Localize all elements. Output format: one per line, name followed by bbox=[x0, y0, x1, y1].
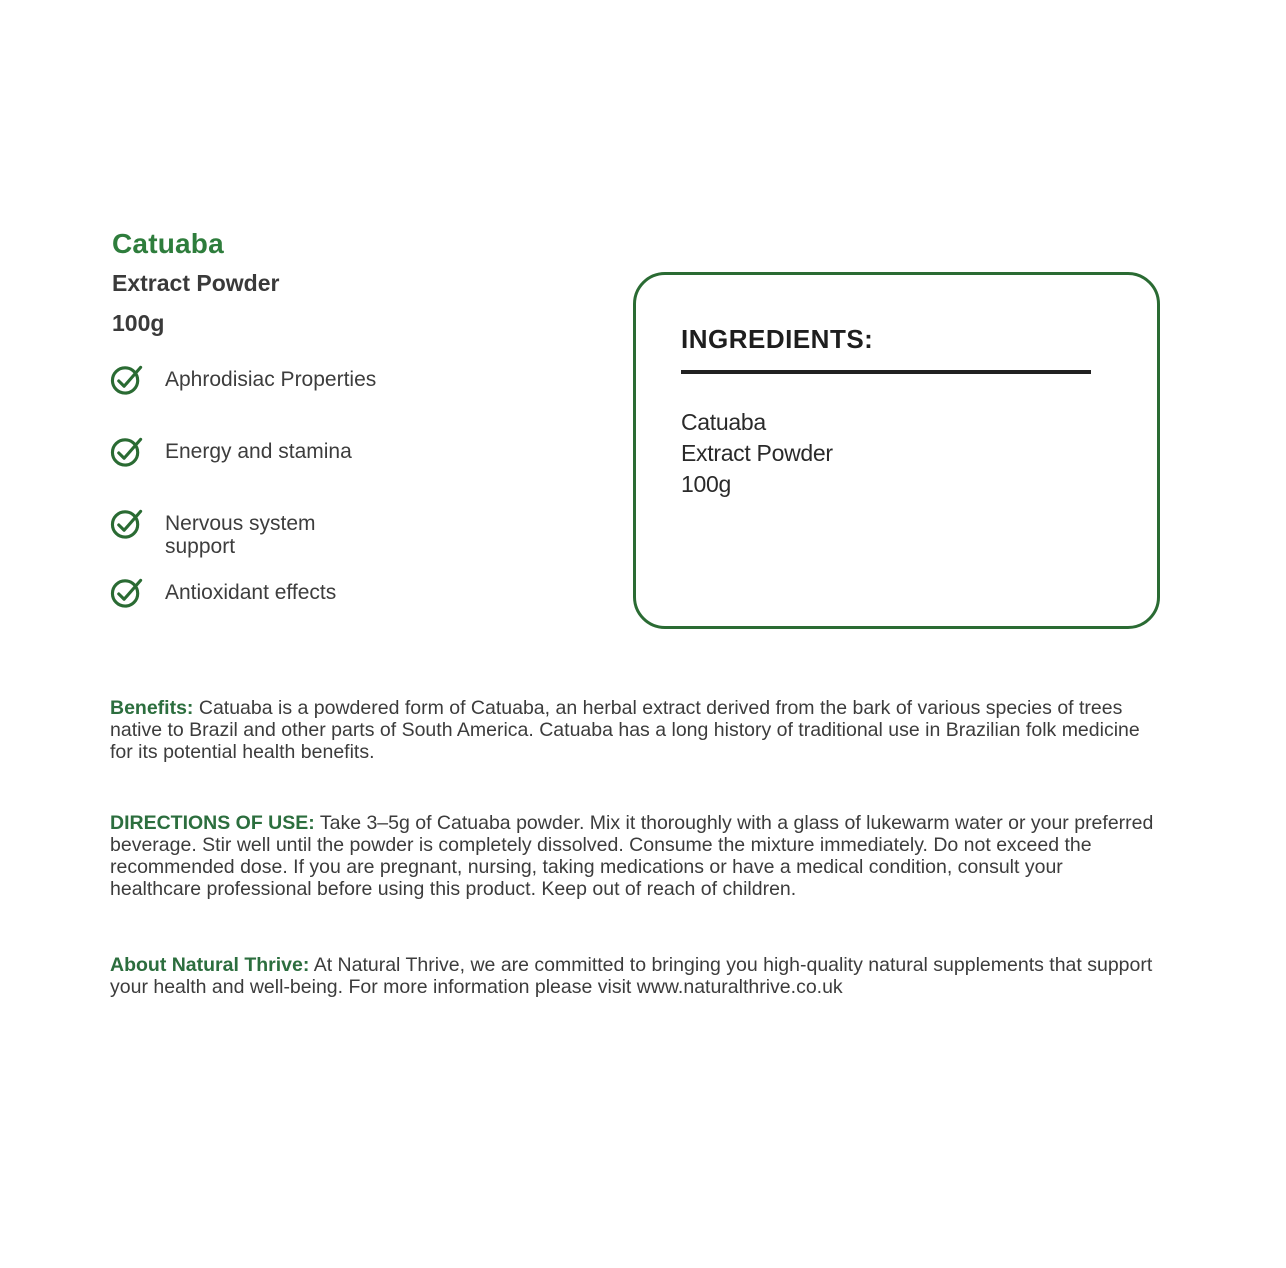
ingredient-lines bbox=[681, 407, 1157, 500]
product-weight: 100g bbox=[112, 310, 165, 336]
about-paragraph bbox=[110, 954, 1154, 998]
directions-text: Take 3–5g of Catuaba powder. Mix it thoroughly with a glass of lukewarm water or your preferred beverage. Stir well until the powder is completely dissolved. Consume the mixture immediately. Do not exceed the recommended dose. If you are pregnant, nursing, taking medications or have a medical condition, consult your healthcare professional before using this product. Keep out of reach of children. bbox=[110, 812, 1154, 900]
ingredient-line: Catuaba bbox=[681, 409, 766, 435]
feature-row bbox=[110, 362, 376, 396]
product-name: Catuaba bbox=[112, 228, 224, 259]
about-lead: About Natural Thrive: bbox=[110, 954, 310, 976]
feature-row bbox=[110, 506, 340, 558]
directions-lead: DIRECTIONS OF USE: bbox=[110, 812, 315, 834]
check-circle-icon bbox=[110, 575, 145, 609]
ingredient-line: Extract Powder bbox=[681, 440, 833, 466]
feature-row bbox=[110, 434, 352, 468]
benefits-text: Catuaba is a powdered form of Catuaba, an herbal extract derived from the bark of various species of trees native to Brazil and other parts of South America. Catuaba has a long history of traditional use in Brazilian folk medicine for its potential health benefits. bbox=[110, 697, 1140, 763]
feature-label: Antioxidant effects bbox=[165, 581, 337, 604]
benefits-paragraph bbox=[110, 697, 1154, 763]
feature-label: Energy and stamina bbox=[165, 440, 352, 463]
directions-paragraph bbox=[110, 812, 1154, 900]
about-text: At Natural Thrive, we are committed to bringing you high-quality natural supplements that support your health and well-being. For more information please visit www.naturalthrive.co.uk bbox=[110, 954, 1153, 998]
check-circle-icon bbox=[110, 434, 145, 468]
ingredients-heading: INGREDIENTS: bbox=[681, 324, 874, 354]
benefits-lead: Benefits: bbox=[110, 697, 194, 719]
check-circle-icon bbox=[110, 506, 145, 540]
heading-underline bbox=[681, 370, 1091, 374]
feature-label: Aphrodisiac Properties bbox=[165, 368, 377, 391]
title-block bbox=[112, 228, 279, 337]
check-circle-icon bbox=[110, 362, 145, 396]
ingredient-line: 100g bbox=[681, 471, 731, 497]
ingredients-box bbox=[633, 272, 1160, 629]
feature-label: Nervous system support bbox=[165, 512, 316, 558]
product-subtitle: Extract Powder bbox=[112, 270, 280, 296]
feature-row bbox=[110, 575, 336, 609]
